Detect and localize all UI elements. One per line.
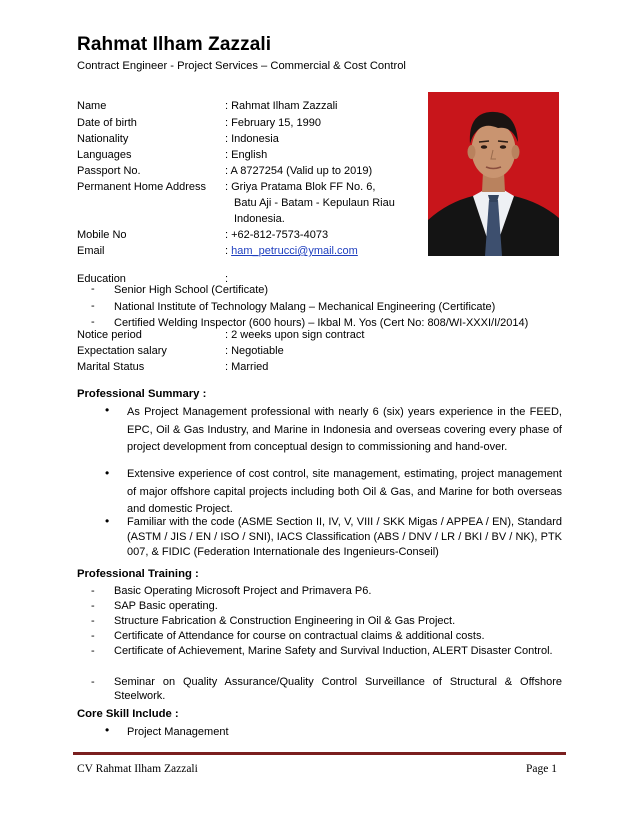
info-value: : +62-812-7573-4073 [225, 229, 329, 241]
info-value: : Indonesia [225, 133, 279, 145]
training-item: Certificate of Achievement, Marine Safety and Survival Induction, ALERT Disaster Control. [114, 645, 553, 657]
info-value: : 2 weeks upon sign contract [225, 329, 365, 341]
bullet-marker: • [105, 403, 110, 417]
dash-marker: - [91, 615, 95, 627]
training-item: Certificate of Attendance for course on contractual claims & additional costs. [114, 630, 485, 642]
info-label: Education [77, 273, 126, 285]
profile-photo [428, 92, 559, 256]
footer-divider [73, 752, 566, 755]
summary-bullet: Familiar with the code (ASME Section II, IV, V, VIII / SKK Migas / APPEA / EN), Standard (ASTM / JIS / EN / ISO / SNI), IACS Classification (ABS / DNV / LR / BKI / BV / NK), PTK 007, & FIDIC (Federation Internationale des Ingenieurs-Conseil) [127, 516, 562, 558]
email-link[interactable]: ham_petrucci@ymail.com [231, 245, 358, 257]
dash-marker: - [91, 283, 95, 295]
info-label: Passport No. [77, 165, 141, 177]
footer-page-number: Page 1 [526, 763, 557, 775]
info-value: : Griya Pratama Blok FF No. 6, [225, 181, 376, 193]
dash-marker: - [91, 630, 95, 642]
info-label: Name [77, 100, 107, 112]
dash-marker: - [91, 300, 95, 312]
info-label: Date of birth [77, 117, 137, 129]
training-item: SAP Basic operating. [114, 600, 218, 612]
address-line-2: Batu Aji - Batam - Kepulaun Riau [234, 197, 395, 209]
footer-document-title: CV Rahmat Ilham Zazzali [77, 763, 198, 775]
info-value [225, 244, 358, 258]
summary-bullet: As Project Management professional with nearly 6 (six) years experience in the FEED, EPC, Oil & Gas Industry, and Marine in Indonesia and overseas covering every phase of project development from conceptual design to commissioning and hand-over. [127, 406, 562, 453]
training-item: Basic Operating Microsoft Project and Primavera P6. [114, 585, 372, 597]
dash-marker: - [91, 645, 95, 657]
training-item: Seminar on Quality Assurance/Quality Control Surveillance of Structural & Offshore Steelwork. [114, 676, 562, 702]
education-item: Senior High School (Certificate) [114, 284, 269, 296]
info-label: Marital Status [77, 361, 145, 373]
info-label: Languages [77, 149, 132, 161]
info-value: : Married [225, 361, 269, 373]
info-label: Mobile No [77, 229, 127, 241]
bullet-marker: • [105, 723, 110, 737]
info-label: Permanent Home Address [77, 181, 207, 193]
address-line-3: Indonesia. [234, 213, 285, 225]
info-value: : February 15, 1990 [225, 117, 322, 129]
info-label: Nationality [77, 133, 129, 145]
section-heading-training: Professional Training : [77, 568, 199, 580]
dash-marker: - [91, 600, 95, 612]
core-skill-item: Project Management [127, 726, 229, 738]
bullet-marker: • [105, 514, 110, 528]
education-item: National Institute of Technology Malang – Mechanical Engineering (Certificate) [114, 301, 496, 313]
info-value: : [225, 273, 229, 285]
section-heading-core-skill: Core Skill Include : [77, 708, 179, 720]
info-value: : A 8727254 (Valid up to 2019) [225, 165, 373, 177]
info-value: : Negotiable [225, 345, 284, 357]
section-heading-summary: Professional Summary : [77, 388, 207, 400]
info-label: Expectation salary [77, 345, 167, 357]
training-item: Structure Fabrication & Construction Engineering in Oil & Gas Project. [114, 615, 456, 627]
job-subtitle: Contract Engineer - Project Services – Commercial & Cost Control [77, 60, 406, 72]
info-label: Email [77, 245, 105, 257]
education-item: Certified Welding Inspector (600 hours) – Ikbal M. Yos (Cert No: 808/WI-XXXI/I/2014) [114, 317, 529, 329]
email-colon: : [225, 245, 232, 257]
dash-marker: - [91, 585, 95, 597]
dash-marker: - [91, 316, 95, 328]
summary-bullet: Extensive experience of cost control, site management, estimating, project management of major offshore capital projects including both Oil & Gas, and Marine for both overseas and domestic Project. [127, 468, 562, 515]
page-title: Rahmat Ilham Zazzali [77, 34, 272, 55]
info-value: : Rahmat Ilham Zazzali [225, 100, 338, 112]
dash-marker: - [91, 676, 95, 688]
bullet-marker: • [105, 466, 110, 480]
info-value: : English [225, 149, 268, 161]
info-label: Notice period [77, 329, 142, 341]
